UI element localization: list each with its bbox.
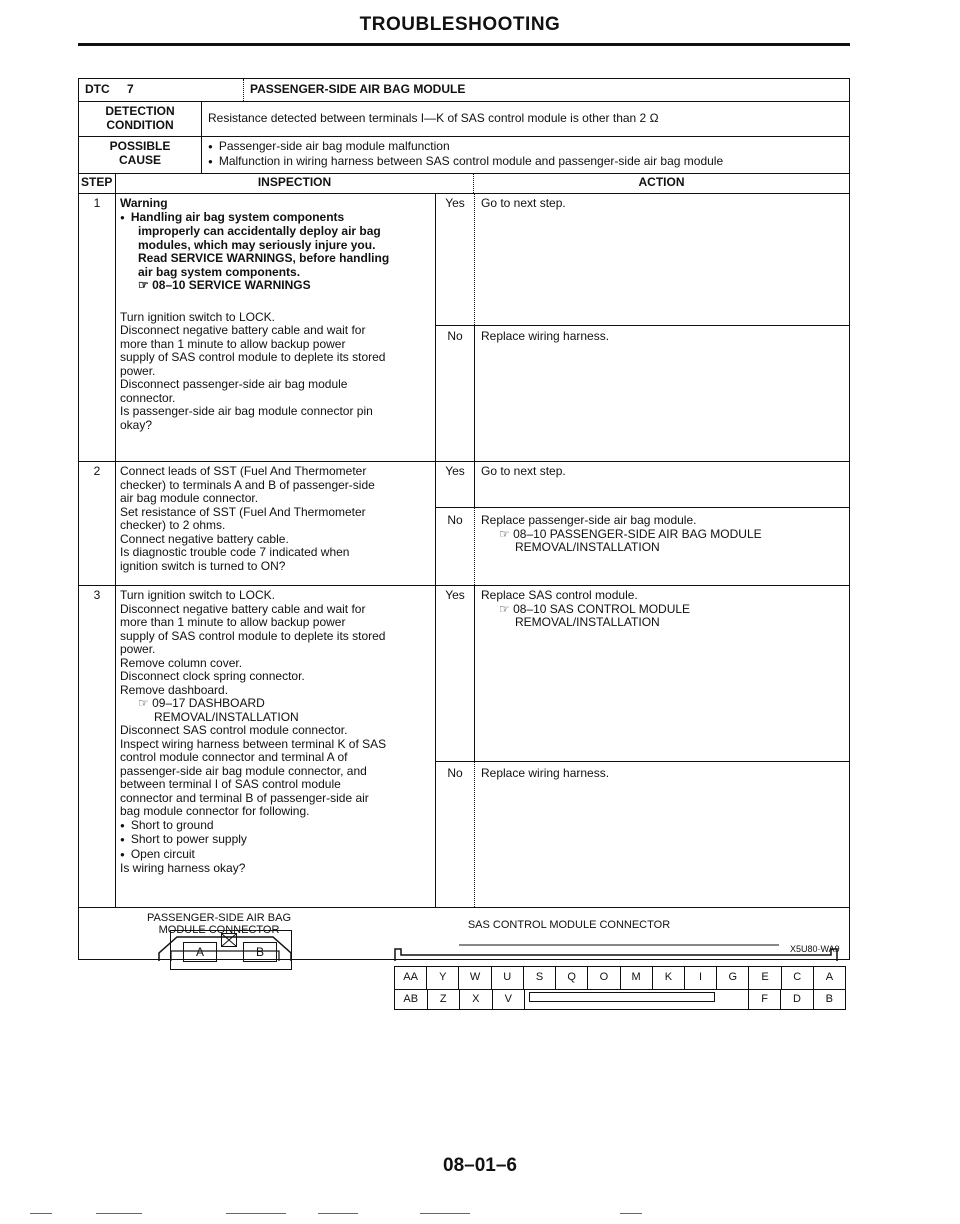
edge-mark (420, 1213, 470, 1214)
step-1-no (436, 325, 849, 461)
col-step: STEP (81, 175, 113, 189)
step-2-no (436, 507, 849, 585)
inspection-line: Turn ignition switch to LOCK. (120, 588, 275, 602)
detection-label-2: CONDITION (106, 117, 174, 132)
warning-line: improperly can accidentally deploy air bag (138, 224, 381, 238)
detection-text: Resistance detected between terminals I—K of SAS control module is other than 2 Ω (201, 101, 849, 136)
inspection-line: checker) to 2 ohms. (120, 518, 226, 532)
dtc-number: 7 (127, 82, 134, 96)
inspection-line: Connect negative battery cable. (120, 531, 289, 546)
inspection-bullet: ● Short to power supply (120, 833, 435, 848)
yes-label: Yes (445, 588, 465, 602)
sas-bottom-pin-row (395, 989, 845, 1009)
step-1-results (435, 193, 849, 461)
sas-pin: U (492, 967, 524, 989)
inspection-line: connector. (120, 390, 176, 405)
inspection-line: more than 1 minute to allow backup power (120, 336, 346, 351)
sas-pin: W (459, 967, 491, 989)
detection-label (79, 101, 201, 136)
inspection-line: Disconnect negative battery cable and wait for (120, 323, 366, 337)
yes-action-block (474, 585, 849, 761)
sas-pin: S (524, 967, 556, 989)
sas-bottom-right-pins (748, 989, 845, 1009)
sas-pin: B (825, 993, 833, 1005)
left-connector-label-2: MODULE CONNECTOR (158, 924, 280, 936)
no-action-block (474, 507, 849, 585)
inspection-line: checker) to terminals A and B of passenger-side (120, 477, 375, 492)
sas-pin: K (653, 967, 685, 989)
yes-action: Go to next step. (474, 461, 849, 507)
edge-mark (96, 1213, 142, 1214)
edge-mark (318, 1213, 358, 1214)
dtc-label-text: DTC (85, 82, 110, 96)
no-ref-2: REMOVAL/INSTALLATION (515, 540, 660, 554)
sas-top-pin-row (395, 967, 845, 990)
edge-mark (620, 1213, 642, 1214)
sas-pin: Y (427, 967, 459, 989)
sas-pin: C (782, 967, 814, 989)
pin-b: B (243, 942, 277, 962)
inspection-ref-2: REMOVAL/INSTALLATION (154, 709, 299, 724)
yes-label: Yes (445, 464, 465, 478)
inspection-line: Turn ignition switch to LOCK. (120, 309, 275, 324)
sas-pin: A (825, 971, 834, 983)
inspection-line: power. (120, 642, 156, 656)
page-title: TROUBLESHOOTING (359, 14, 561, 35)
sas-pin: G (717, 967, 749, 989)
inspection-line: Set resistance of SST (Fuel And Thermometer (120, 504, 366, 519)
step-3-inspection (115, 585, 435, 907)
cause-label-1: POSSIBLE (109, 139, 171, 153)
inspection-line: Inspect wiring harness between terminal K of SAS (120, 736, 387, 751)
pin-a: A (183, 942, 217, 962)
step-1-yes (436, 193, 849, 326)
sas-pin: D (781, 989, 813, 1009)
sas-blank-slot (529, 992, 715, 1002)
no-label: No (447, 329, 463, 343)
edge-mark (226, 1213, 286, 1214)
dtc-sheet (78, 78, 850, 960)
yes-action: Go to next step. (474, 193, 849, 325)
inspection-line: bag module connector for following. (120, 804, 310, 818)
warning-line: Read SERVICE WARNINGS, before handling (138, 251, 390, 265)
step-number: 2 (93, 464, 101, 478)
inspection-line: control module connector and terminal A of (120, 750, 348, 764)
cause-label-2: CAUSE (118, 152, 161, 167)
sas-pin: O (588, 967, 620, 989)
step-2-yes (436, 461, 849, 508)
inspection-line: more than 1 minute to allow backup power (120, 615, 346, 629)
cause-item: ● Malfunction in wiring harness between SAS control module and passenger-side air bag module (208, 155, 849, 170)
cause-item: ● Passenger-side air bag module malfunction (208, 140, 849, 155)
yes-ref-2: REMOVAL/INSTALLATION (515, 615, 660, 629)
inspection-line: power. (120, 363, 156, 378)
inspection-line: Disconnect negative battery cable and wait for (120, 601, 366, 616)
right-connector-housing (395, 949, 837, 961)
page-number: 08–01–6 (443, 1155, 517, 1176)
inspection-line: supply of SAS control module to deplete its stored (120, 350, 386, 364)
inspection-line: okay? (120, 417, 153, 432)
sas-pin: AA (395, 967, 427, 989)
col-inspection: INSPECTION (115, 173, 473, 193)
lock-tab-cross (222, 934, 236, 946)
inspection-line: Connect leads of SST (Fuel And Thermometer (120, 464, 367, 478)
inspection-line: supply of SAS control module to deplete its stored (120, 628, 386, 643)
step-1-inspection (115, 193, 435, 461)
sas-pin: X (460, 989, 493, 1009)
dtc-label (85, 79, 145, 101)
no-ref-1: ☞ 08–10 PASSENGER-SIDE AIR BAG MODULE (499, 526, 762, 541)
warning-ref: ☞ 08–10 SERVICE WARNINGS (138, 278, 311, 292)
cause-label (79, 136, 201, 173)
sas-pin: Q (556, 967, 588, 989)
inspection-line: Disconnect SAS control module connector. (120, 723, 348, 737)
cause-list (201, 136, 849, 173)
right-connector-label: SAS CONTROL MODULE CONNECTOR (467, 919, 671, 931)
sas-pin: E (749, 967, 781, 989)
yes-ref-1: ☞ 08–10 SAS CONTROL MODULE (499, 601, 691, 616)
step-number: 1 (93, 196, 101, 210)
sas-pin: V (493, 989, 526, 1009)
inspection-line: between terminal I of SAS control module (120, 777, 341, 791)
no-action: Replace wiring harness. (474, 325, 849, 461)
no-label: No (447, 513, 463, 527)
dtc-title-row (79, 79, 849, 102)
warning-line: air bag system components. (138, 264, 301, 279)
sas-connector-face (394, 966, 846, 1010)
step-2-results (435, 461, 849, 585)
sas-module-connector (395, 945, 837, 961)
sas-bottom-left-pins (395, 989, 525, 1009)
col-action: ACTION (473, 173, 849, 193)
warning-title: Warning (120, 196, 168, 210)
lock-tab-icon (221, 933, 237, 947)
inspection-line: passenger-side air bag module connector, and (120, 763, 367, 778)
step-3-results (435, 585, 849, 907)
inspection-line: air bag module connector. (120, 491, 259, 505)
edge-mark (30, 1213, 52, 1214)
sas-pin: M (621, 967, 653, 989)
yes-label: Yes (445, 196, 465, 210)
step-number: 3 (93, 588, 101, 602)
step-3-no (436, 761, 849, 907)
inspection-line: Is passenger-side air bag module connector pin (120, 404, 373, 418)
no-action: Replace wiring harness. (474, 761, 849, 907)
step-3-row (79, 585, 849, 908)
no-label: No (447, 766, 463, 780)
dtc-title: PASSENGER-SIDE AIR BAG MODULE (243, 79, 465, 101)
inspection-line: Disconnect passenger-side air bag module (120, 377, 348, 391)
warning-line: modules, which may seriously injure you. (138, 237, 376, 252)
cause-row (79, 136, 849, 174)
inspection-bullet: ● Open circuit (120, 848, 435, 863)
yes-action: Replace SAS control module. (481, 588, 638, 602)
sas-pin: Z (428, 989, 461, 1009)
column-header-row (79, 173, 849, 194)
inspection-line: ignition switch is turned to ON? (120, 558, 286, 573)
header-rule (78, 43, 850, 46)
sas-pin: I (685, 967, 717, 989)
detection-label-1: DETECTION (105, 104, 175, 118)
sas-pin: AB (395, 989, 428, 1009)
step-2-inspection (115, 461, 435, 585)
inspection-bullet: ● Short to ground (120, 819, 435, 834)
step-2-row (79, 461, 849, 586)
step-1-row (79, 193, 849, 462)
left-connector-face (170, 930, 292, 970)
figure-code: X5U80·WA9 (790, 944, 840, 954)
sas-pin: F (749, 989, 781, 1009)
warning-line: ● Handling air bag system components (120, 211, 435, 226)
inspection-line: Disconnect clock spring connector. (120, 669, 305, 683)
inspection-line: connector and terminal B of passenger-side air (120, 790, 369, 805)
inspection-line: Is diagnostic trouble code 7 indicated when (120, 545, 350, 559)
no-action: Replace passenger-side air bag module. (481, 513, 697, 527)
inspection-question: Is wiring harness okay? (120, 861, 246, 875)
step-3-yes (436, 585, 849, 762)
left-connector-label-1: PASSENGER-SIDE AIR BAG (146, 912, 292, 924)
inspection-line: Remove column cover. (120, 655, 243, 670)
inspection-ref-1: ☞ 09–17 DASHBOARD (138, 696, 265, 710)
inspection-line: Remove dashboard. (120, 682, 229, 697)
page-header (70, 14, 850, 36)
detection-row (79, 101, 849, 137)
